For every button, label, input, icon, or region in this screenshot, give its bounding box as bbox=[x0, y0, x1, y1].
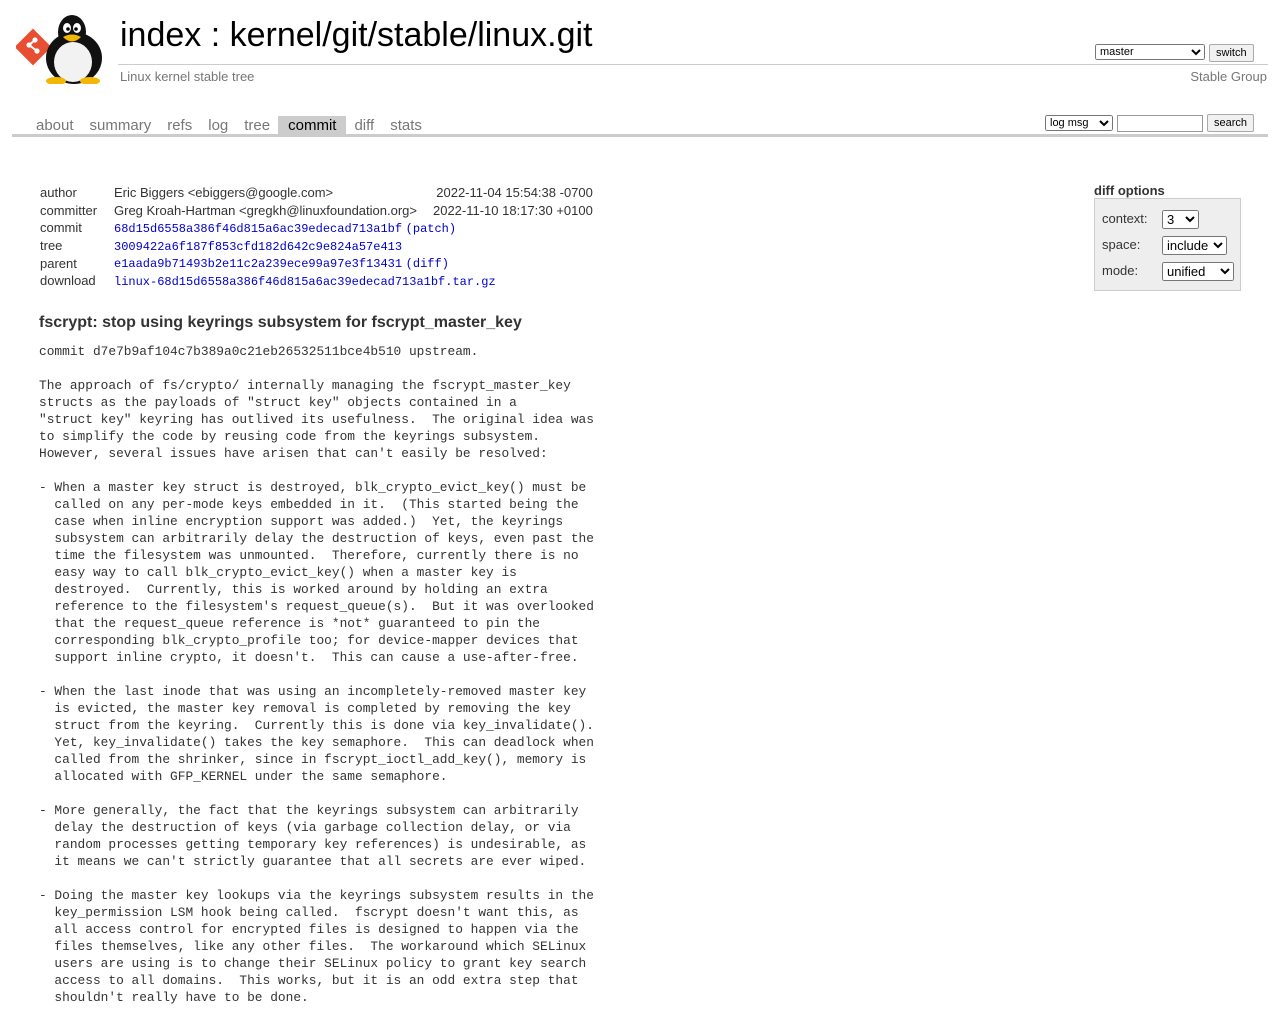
tree-value bbox=[110, 237, 597, 255]
commit-hash-link[interactable]: 68d15d6558a386f46d815a6ac39edecad713a1bf bbox=[114, 221, 403, 236]
search-button[interactable]: search bbox=[1207, 114, 1254, 132]
context-select[interactable] bbox=[1162, 210, 1199, 229]
site-logo[interactable] bbox=[16, 12, 108, 84]
committer-row bbox=[36, 202, 597, 220]
commit-label: commit bbox=[40, 220, 82, 236]
author-row bbox=[36, 184, 597, 202]
committer-value: Greg Kroah-Hartman <gregkh@linuxfoundation.org> bbox=[114, 202, 417, 218]
nav-tabs bbox=[28, 116, 430, 135]
tab-log[interactable]: log bbox=[208, 117, 229, 134]
space-label: space: bbox=[1102, 237, 1141, 252]
tab-diff[interactable]: diff bbox=[354, 117, 375, 134]
author-label: author bbox=[40, 185, 77, 201]
download-label: download bbox=[40, 273, 96, 289]
commit-info-table bbox=[36, 184, 597, 290]
mode-select[interactable] bbox=[1162, 262, 1234, 281]
committer-label: committer bbox=[40, 202, 98, 218]
parent-value bbox=[110, 254, 597, 272]
tab-about[interactable]: about bbox=[36, 117, 74, 134]
repo-description: Linux kernel stable tree bbox=[120, 69, 255, 84]
tux-penguin-icon bbox=[46, 15, 102, 84]
title-separator: : bbox=[201, 16, 230, 54]
parent-label: parent bbox=[40, 255, 77, 271]
author-value: Eric Biggers <ebiggers@google.com> bbox=[114, 185, 334, 201]
tab-refs[interactable]: refs bbox=[167, 117, 193, 134]
tabs-divider bbox=[12, 134, 1268, 137]
index-link[interactable]: index bbox=[120, 16, 202, 54]
space-select[interactable] bbox=[1162, 236, 1227, 255]
diff-options-title: diff options bbox=[1094, 183, 1165, 198]
switch-button[interactable]: switch bbox=[1209, 44, 1254, 62]
download-link[interactable]: linux-68d15d6558a386f46d815a6ac39edecad713a1bf.tar.gz bbox=[114, 274, 496, 289]
commit-row bbox=[36, 219, 597, 237]
download-value bbox=[110, 272, 597, 290]
mode-label: mode: bbox=[1102, 263, 1139, 278]
committer-date: 2022-11-10 18:17:30 +0100 bbox=[432, 202, 593, 218]
search-mode-select[interactable] bbox=[1045, 115, 1113, 131]
author-date: 2022-11-04 15:54:38 -0700 bbox=[436, 185, 593, 201]
tree-row bbox=[36, 237, 597, 255]
parent-row bbox=[36, 254, 597, 272]
parent-diff-link[interactable]: diff bbox=[412, 257, 442, 272]
tab-tree[interactable]: tree bbox=[244, 117, 271, 134]
patch-link[interactable]: patch bbox=[412, 221, 449, 236]
search-form bbox=[1045, 114, 1254, 132]
commit-value bbox=[110, 219, 597, 237]
repo-link[interactable]: kernel/git/stable/linux.git bbox=[229, 16, 593, 54]
tab-stats[interactable]: stats bbox=[390, 117, 422, 134]
header-divider bbox=[118, 64, 1268, 65]
parent-hash-link[interactable]: e1aada9b71493b2e11c2a239ece99a97e3f13431 bbox=[114, 257, 403, 272]
download-row bbox=[36, 272, 597, 290]
commit-message-body: commit d7e7b9af104c7b389a0c21eb26532511bce4b510 upstream. The approach of fs/crypto/ internally managing the fscrypt_master_key structs as the payloads of "struct key" objects contained in a "struct key" keyring has outlived its usefulness. The original idea was to simplify the code by reusing code from the keyrings subsystem. However, several issues have arisen that can't easily be resolved: - When a master key struct is destroyed, blk_crypto_evict_key() must be called on any per-mode keys embedded in it. (This started being the case when inline encryption support was added.) Yet, the keyrings subsystem can arbitrarily delay the destruction of keys, even past the time the filesystem was unmounted. Therefore, currently there is no easy way to call blk_crypto_evict_key() when a master key is destroyed. Currently, this is worked around by holding an extra reference to the filesystem's request_queue(s). But it was overlooked that the request_queue reference is *not* guaranteed to pin the corresponding blk_crypto_profile too; for device-mapper devices that support inline crypto, it doesn't. This can cause a use-after-free. - When the last inode that was using an incompletely-removed master key is evicted, the master key removal is completed by removing the key struct from the keyring. Currently this is done via key_invalidate(). Yet, key_invalidate() takes the key semaphore. This can deadlock when called from the shrinker, since in fscrypt_ioctl_add_key(), memory is allocated with GFP_KERNEL under the same semaphore. - More generally, the fact that the keyrings subsystem can arbitrarily delay the destruction of keys (via garbage collection delay, or via random processes getting temporary key references) is undesirable, as it means we can't strictly guarantee that all secrets are ever wiped. - Doing the master key lookups via the keyrings subsystem results in the key_permission LSM hook being called. fscrypt doesn't want this, as all access control for encrypted files is designed to happen via the files themselves, like any other files. The workaround which SELinux users are using is to change their SELinux policy to grant key search access to all domains. This works, but it is an odd extra step that shouldn't really have to be done. bbox=[39, 344, 594, 1005]
tree-hash-link[interactable]: 3009422a6f187f853cfd182d642c9e824a57e413 bbox=[114, 239, 403, 254]
diff-options-panel bbox=[1094, 198, 1241, 291]
diff-paren: (diff) bbox=[405, 257, 449, 272]
branch-select[interactable] bbox=[1095, 44, 1205, 60]
search-input[interactable] bbox=[1117, 115, 1203, 132]
context-label: context: bbox=[1102, 211, 1148, 226]
repo-owner: Stable Group bbox=[1190, 69, 1267, 84]
page-title bbox=[120, 16, 593, 55]
tab-summary[interactable]: summary bbox=[89, 117, 152, 134]
branch-switch-form bbox=[1095, 44, 1254, 62]
tab-commit[interactable]: commit bbox=[278, 116, 346, 135]
commit-subject: fscrypt: stop using keyrings subsystem for fscrypt_master_key bbox=[39, 314, 522, 331]
tree-label: tree bbox=[40, 238, 63, 254]
patch-paren: (patch) bbox=[405, 221, 457, 236]
